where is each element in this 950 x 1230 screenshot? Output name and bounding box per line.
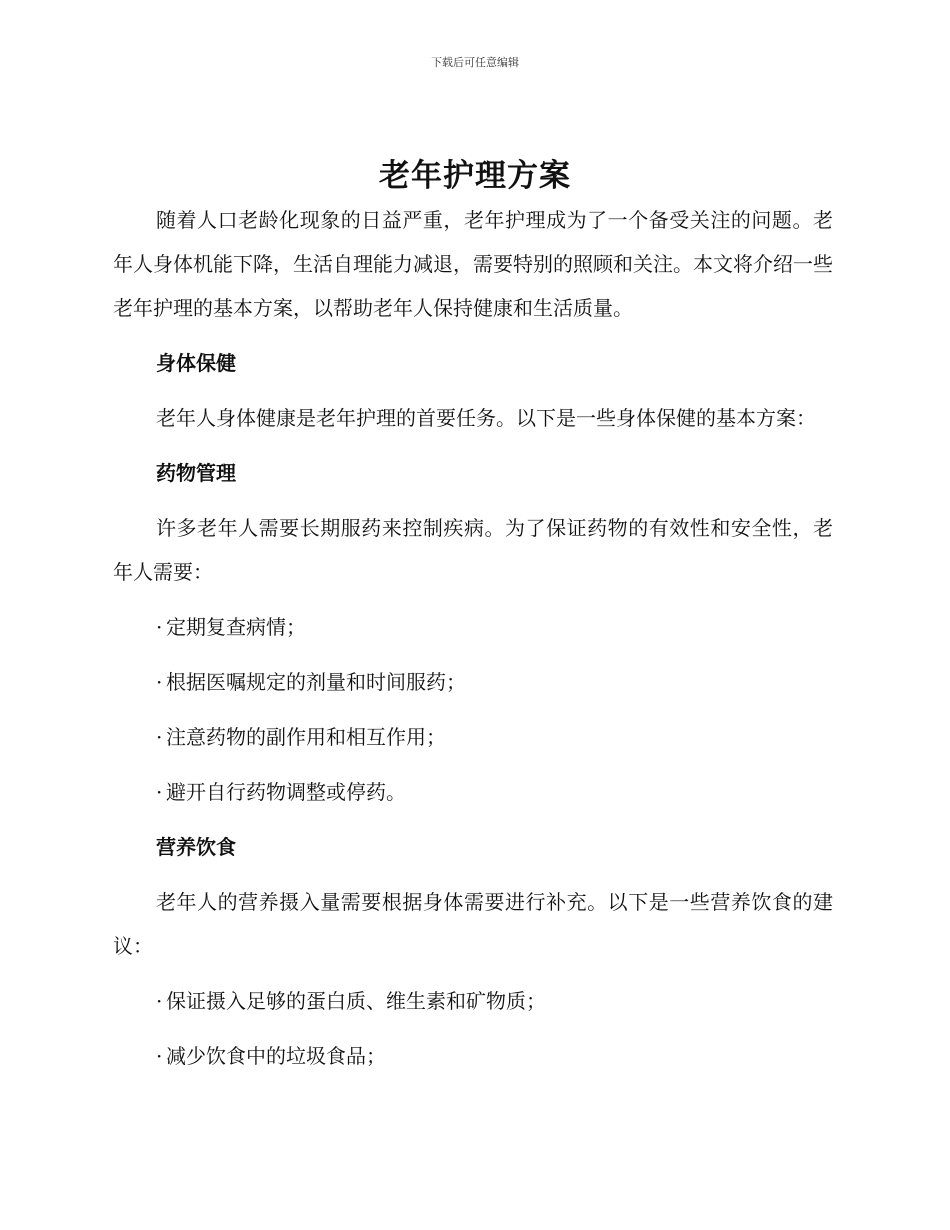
bullet-mark: · (156, 780, 163, 804)
section-heading-nutrition: 营养饮食 (156, 835, 236, 859)
header-note: 下载后可任意编辑 (431, 56, 519, 69)
list-item-text: 注意药物的副作用和相互作用； (166, 725, 446, 749)
bullet-mark: · (156, 670, 163, 694)
list-item-text: 避开自行药物调整或停药。 (166, 780, 406, 804)
medicine-paragraph: 许多老年人需要长期服药来控制疾病。为了保证药物的有效性和安全性，老年人需要： (113, 516, 833, 584)
list-item-text: 根据医嘱规定的剂量和时间服药； (166, 670, 466, 694)
document-body (113, 198, 833, 1089)
intro-paragraph: 随着人口老龄化现象的日益严重，老年护理成为了一个备受关注的问题。老年人身体机能下降，生活自理能力减退，需要特别的照顾和关注。本文将介绍一些老年护理的基本方案，以帮助老年人保持健康和生活质量。 (113, 208, 833, 320)
list-item-text: 减少饮食中的垃圾食品； (166, 1044, 386, 1068)
bullet-mark: · (156, 1044, 163, 1068)
bullet-mark: · (156, 989, 163, 1013)
nutrition-paragraph: 老年人的营养摄入量需要根据身体需要进行补充。以下是一些营养饮食的建议： (113, 890, 833, 958)
list-item-text: 保证摄入足够的蛋白质、维生素和矿物质； (166, 989, 546, 1013)
list-item (113, 605, 833, 649)
health-paragraph: 老年人身体健康是老年护理的首要任务。以下是一些身体保健的基本方案： (156, 406, 816, 430)
bullet-mark: · (156, 725, 163, 749)
list-item-text: 定期复查病情； (166, 615, 306, 639)
document-title: 老年护理方案 (379, 158, 571, 194)
list-item (113, 770, 833, 814)
list-item (113, 979, 833, 1023)
list-item (113, 715, 833, 759)
section-heading-health: 身体保健 (156, 351, 236, 375)
section-heading-medicine: 药物管理 (156, 461, 236, 485)
bullet-mark: · (156, 615, 163, 639)
list-item (113, 660, 833, 704)
list-item (113, 1034, 833, 1078)
